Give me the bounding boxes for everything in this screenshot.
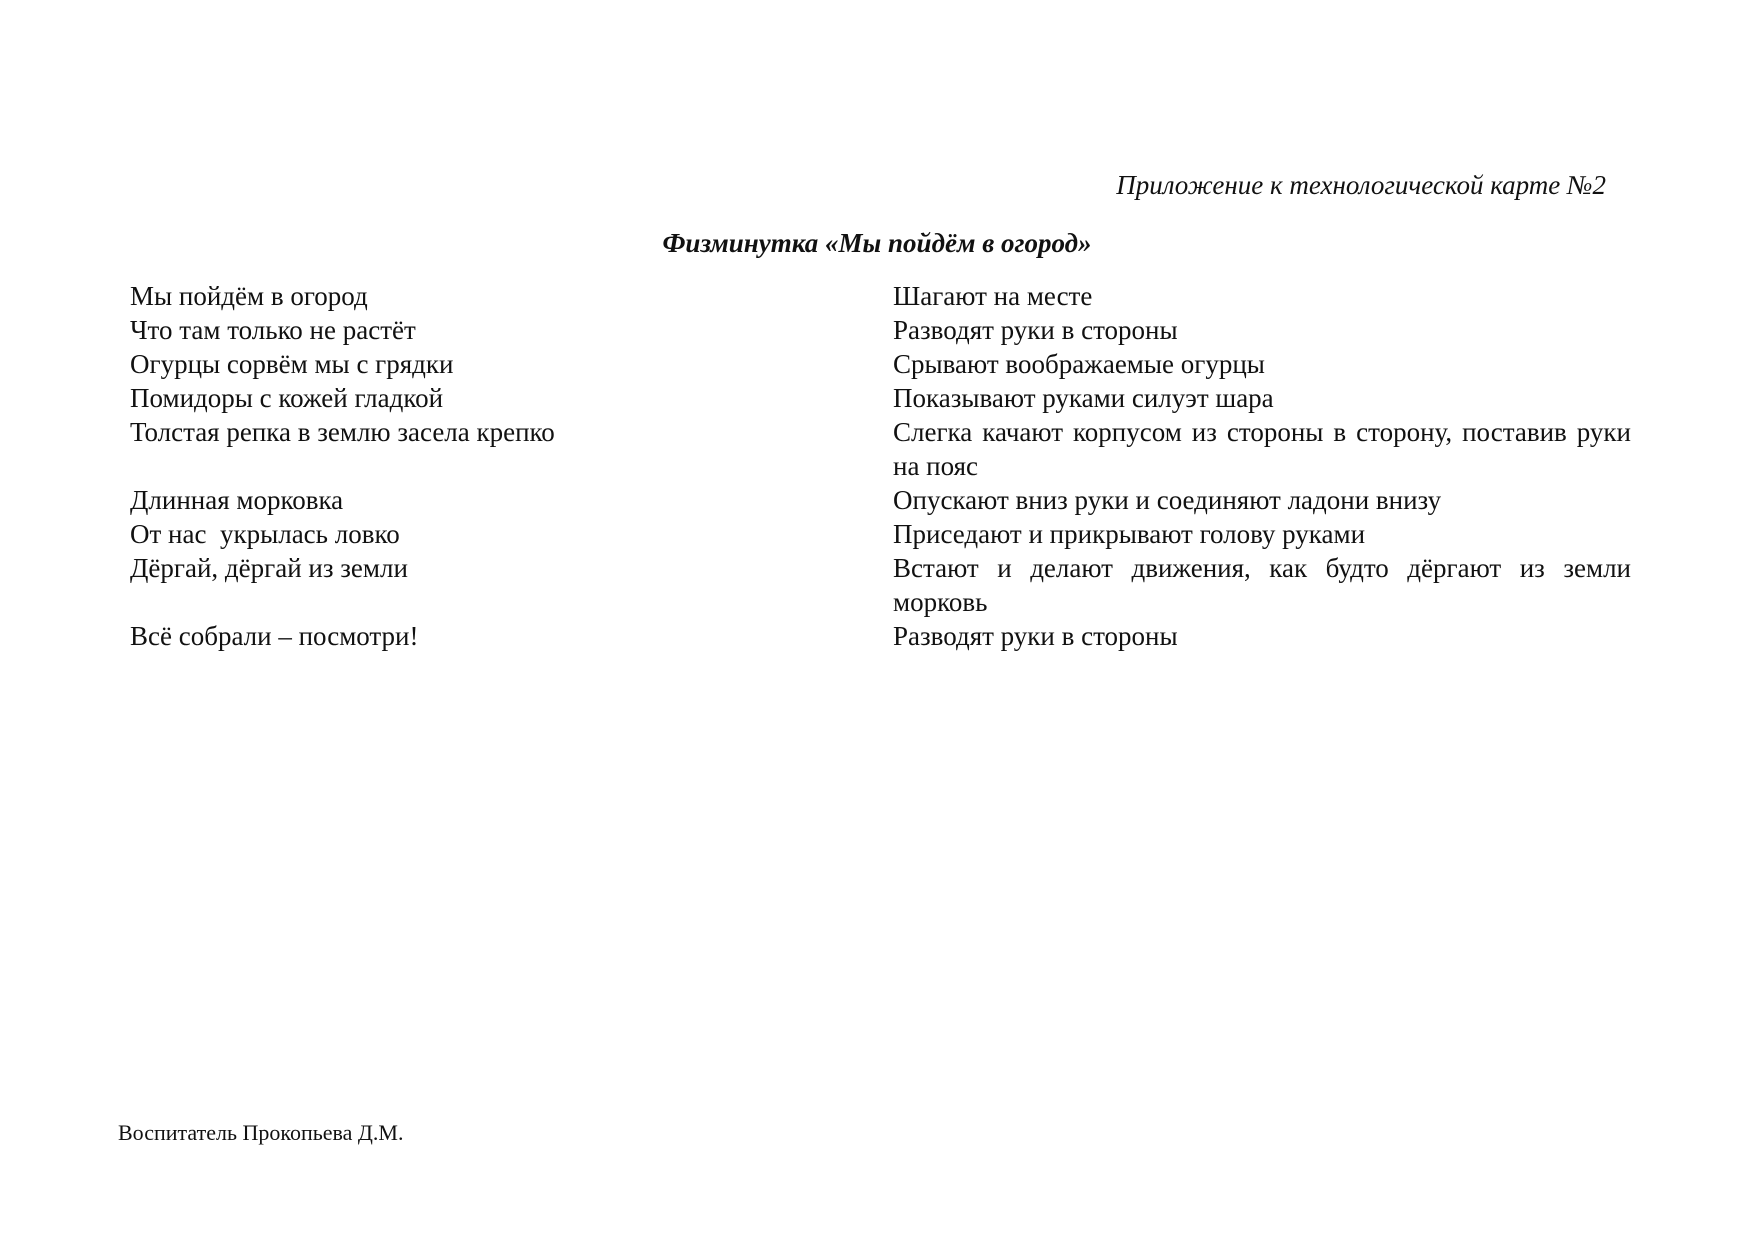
exercise-row: [130, 551, 1631, 619]
verse-line: От нас укрылась ловко: [130, 519, 400, 549]
action-description: Встают и делают движения, как будто дёргают из земли морковь: [893, 553, 1631, 617]
verse-line: Дёргай, дёргай из земли: [130, 553, 408, 583]
exercise-row: [130, 313, 1631, 347]
exercise-row: [130, 279, 1631, 313]
action-description: Приседают и прикрывают голову руками: [893, 519, 1366, 549]
author-signature-line: Воспитатель Прокопьева Д.М.: [118, 1120, 404, 1145]
verse-line: Что там только не растёт: [130, 315, 416, 345]
verse-line: Длинная морковка: [130, 485, 344, 515]
exercise-row: [130, 517, 1631, 551]
verse-line: Огурцы сорвём мы с грядки: [130, 349, 454, 379]
action-description: Шагают на месте: [893, 281, 1093, 311]
action-description: Показывают руками силуэт шара: [893, 383, 1274, 413]
verse-line: Толстая репка в землю засела крепко: [130, 417, 555, 447]
action-description: Опускают вниз руки и соединяют ладони внизу: [893, 485, 1442, 515]
action-description: Разводят руки в стороны: [893, 315, 1178, 345]
verse-line: Всё собрали – посмотри!: [130, 621, 419, 651]
exercise-row: [130, 347, 1631, 381]
exercise-row: [130, 415, 1631, 483]
exercise-table: [130, 279, 1631, 653]
appendix-caption: Приложение к технологической карте №2: [1116, 170, 1606, 200]
document-title: Физминутка «Мы пойдём в огород»: [662, 228, 1092, 258]
exercise-row: [130, 381, 1631, 415]
exercise-row: [130, 483, 1631, 517]
action-description: Разводят руки в стороны: [893, 621, 1178, 651]
action-description: Срывают воображаемые огурцы: [893, 349, 1265, 379]
verse-line: Мы пойдём в огород: [130, 281, 368, 311]
exercise-row: [130, 619, 1631, 653]
verse-line: Помидоры с кожей гладкой: [130, 383, 444, 413]
action-description: Слегка качают корпусом из стороны в сторону, поставив руки на пояс: [893, 417, 1631, 481]
